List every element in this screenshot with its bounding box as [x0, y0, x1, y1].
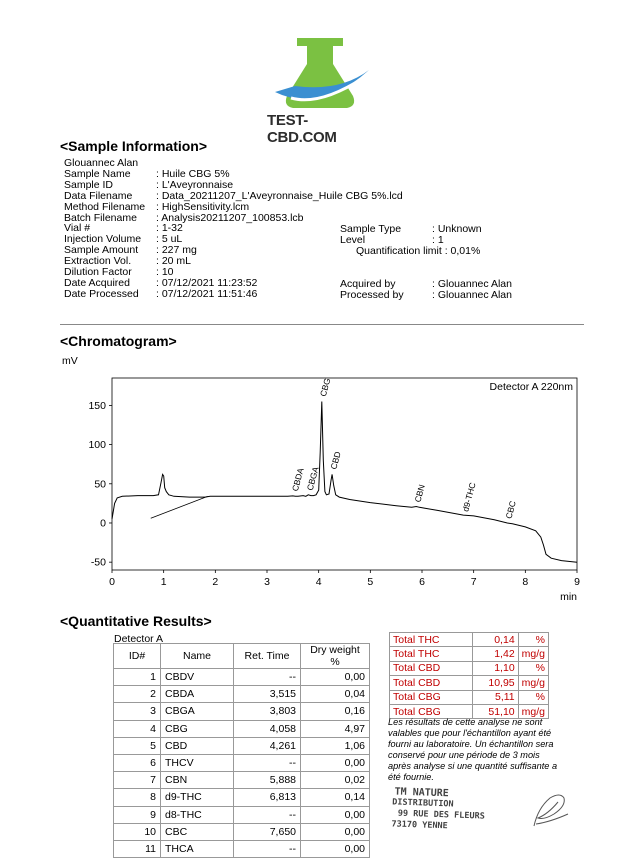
- table-row: [114, 823, 370, 840]
- y-tick-label: 150: [88, 399, 106, 412]
- sample-field-value: : 1-32: [156, 222, 183, 235]
- detector-label: Detector A: [114, 633, 164, 645]
- cell-dry-weight: 0,00: [301, 823, 370, 840]
- col-id: ID#: [114, 644, 161, 669]
- totals-row: [390, 676, 549, 690]
- sample-field-value: : 10: [156, 266, 174, 279]
- sample-field-label: Data Filename: [64, 189, 133, 202]
- x-tick-label: 6: [419, 576, 425, 588]
- stamp-line: 73170 YENNE: [391, 819, 448, 832]
- cell-name: CBG: [161, 720, 234, 737]
- y-tick-label: 100: [88, 439, 106, 452]
- plot-frame: [112, 378, 577, 570]
- cell-ret-time: --: [234, 840, 301, 857]
- sample-field-value: : Data_20211207_L'Aveyronnaise_Huile CBG 5%.lcd: [156, 189, 403, 202]
- total-unit: mg/g: [518, 704, 548, 718]
- cell-id: 10: [114, 823, 161, 840]
- cell-name: CBC: [161, 823, 234, 840]
- cell-id: 9: [114, 806, 161, 823]
- table-row: [114, 754, 370, 771]
- totals-table: [389, 632, 549, 719]
- cell-dry-weight: 0,04: [301, 686, 370, 703]
- level-label: Level: [340, 234, 366, 246]
- cell-ret-time: 4,058: [234, 720, 301, 737]
- totals-row: [390, 661, 549, 675]
- cell-name: CBN: [161, 772, 234, 789]
- peak-label: CBC: [503, 499, 518, 520]
- total-label: Total CBD: [390, 661, 473, 675]
- cell-id: 5: [114, 737, 161, 754]
- table-row: [114, 789, 370, 806]
- cell-dry-weight: 0,02: [301, 772, 370, 789]
- x-tick-label: 3: [264, 576, 270, 588]
- cell-id: 4: [114, 720, 161, 737]
- cell-id: 1: [114, 669, 161, 686]
- sample-field-label: Extraction Vol.: [64, 255, 132, 268]
- x-tick-label: 8: [522, 576, 529, 588]
- operator-name: Glouannec Alan: [64, 157, 139, 169]
- cell-dry-weight: 0,00: [301, 806, 370, 823]
- cell-id: 7: [114, 772, 161, 789]
- total-value: 0,14: [472, 633, 518, 647]
- sample-field-label: Dilution Factor: [64, 266, 132, 279]
- sample-field-label: Sample Name: [64, 168, 131, 180]
- x-tick-label: 2: [212, 576, 219, 588]
- total-unit: %: [518, 661, 548, 675]
- totals-row: [390, 647, 549, 661]
- cell-dry-weight: 4,97: [301, 720, 370, 737]
- sample-field-label: Method Filename: [64, 200, 146, 213]
- cell-name: CBDV: [161, 669, 234, 686]
- stamp-line: TM NATURE: [394, 786, 449, 800]
- totals-row: [390, 690, 549, 704]
- cell-id: 11: [114, 840, 161, 857]
- total-value: 1,42: [472, 647, 518, 661]
- cell-id: 2: [114, 686, 161, 703]
- sample-field-label: Sample ID: [64, 178, 114, 191]
- cell-dry-weight: 1,06: [301, 737, 370, 754]
- peak-label: CBGA: [304, 465, 321, 492]
- signature-icon: [528, 788, 572, 830]
- chart-legend: Detector A 220nm: [489, 381, 573, 393]
- sample-info-title: <Sample Information>: [60, 138, 208, 154]
- peak-label: CBDA: [289, 466, 306, 493]
- totals-row: [390, 633, 549, 647]
- sample-field-value: : Analysis20211207_100853.lcb: [156, 211, 304, 224]
- table-row: [114, 686, 370, 703]
- sample-field-label: Vial #: [64, 222, 91, 235]
- cell-ret-time: 3,515: [234, 686, 301, 703]
- x-axis-label: min: [560, 591, 577, 603]
- x-tick-label: 5: [367, 576, 374, 588]
- y-tick-label: -50: [90, 556, 106, 569]
- company-stamp: [391, 786, 485, 833]
- sample-field-label: Batch Filename: [64, 211, 137, 224]
- total-unit: mg/g: [518, 647, 548, 661]
- x-tick-label: 9: [574, 576, 580, 588]
- cell-name: d8-THC: [161, 806, 234, 823]
- cell-name: THCA: [161, 840, 234, 857]
- table-row: [114, 720, 370, 737]
- sample-field-label: Date Processed: [64, 287, 139, 300]
- sample-field-value: : 07/12/2021 11:23:52: [156, 276, 258, 289]
- y-tick-label: 0: [100, 517, 106, 530]
- flask-logo-icon: [265, 34, 375, 114]
- sample-field-value: : L'Aveyronnaise: [156, 178, 234, 191]
- quant-limit: Quantification limit : 0,01%: [356, 245, 481, 257]
- sample-field-value: : 5 uL: [156, 233, 183, 246]
- sample-field-value: : Huile CBG 5%: [156, 168, 230, 180]
- total-unit: %: [518, 690, 548, 704]
- sample-field-label: Date Acquired: [64, 276, 130, 289]
- stamp-line: DISTRIBUTION: [392, 797, 454, 810]
- cell-name: THCV: [161, 754, 234, 771]
- cell-ret-time: 3,803: [234, 703, 301, 720]
- chromatogram-chart: [80, 370, 600, 615]
- results-header-row: [114, 644, 370, 669]
- cell-dry-weight: 0,16: [301, 703, 370, 720]
- cell-ret-time: 5,888: [234, 772, 301, 789]
- total-unit: mg/g: [518, 676, 548, 690]
- cell-ret-time: 6,813: [234, 789, 301, 806]
- sample-field-label: Sample Amount: [64, 244, 139, 257]
- cell-id: 6: [114, 754, 161, 771]
- cell-ret-time: 7,650: [234, 823, 301, 840]
- cell-name: CBGA: [161, 703, 234, 720]
- cell-name: CBDA: [161, 686, 234, 703]
- table-row: [114, 840, 370, 857]
- col-dry-weight: Dry weight %: [301, 644, 370, 669]
- total-label: Total THC: [390, 633, 473, 647]
- level-value: : 1: [432, 234, 444, 246]
- total-unit: %: [518, 633, 548, 647]
- peak-label: CBD: [328, 450, 343, 471]
- processed-label: Processed by: [340, 289, 404, 301]
- cell-name: CBD: [161, 737, 234, 754]
- acquired-value: : Glouannec Alan: [432, 278, 512, 290]
- x-tick-label: 4: [315, 576, 322, 588]
- logo-text: TEST-CBD.COM: [267, 112, 337, 146]
- total-label: Total CBG: [390, 690, 473, 704]
- cell-ret-time: --: [234, 754, 301, 771]
- x-tick-label: 0: [109, 576, 115, 588]
- stamp-line: 99 RUE DES FLEURS: [397, 808, 485, 822]
- logo: [265, 34, 375, 146]
- table-row: [114, 806, 370, 823]
- divider: [60, 324, 584, 325]
- table-row: [114, 703, 370, 720]
- results-title: <Quantitative Results>: [60, 613, 212, 629]
- cell-name: d9-THC: [161, 789, 234, 806]
- peak-label: CBN: [412, 483, 427, 504]
- cell-ret-time: --: [234, 806, 301, 823]
- peak-label: CBG: [317, 377, 333, 398]
- total-value: 51,10: [472, 704, 518, 718]
- sample-field-value: : 20 mL: [156, 255, 192, 268]
- total-value: 5,11: [472, 690, 518, 704]
- peak-label: d9-THC: [460, 481, 478, 513]
- sample-field-row: [64, 213, 404, 224]
- col-ret-time: Ret. Time: [234, 644, 301, 669]
- processed-value: : Glouannec Alan: [432, 289, 512, 301]
- acquired-label: Acquired by: [340, 278, 396, 290]
- cell-id: 3: [114, 703, 161, 720]
- x-tick-label: 7: [470, 576, 477, 588]
- col-name: Name: [161, 644, 234, 669]
- total-label: Total CBD: [390, 676, 473, 690]
- table-row: [114, 772, 370, 789]
- cell-dry-weight: 0,00: [301, 840, 370, 857]
- cell-id: 8: [114, 789, 161, 806]
- sample-type-label: Sample Type: [340, 223, 402, 235]
- results-table: [113, 643, 370, 858]
- table-row: [114, 669, 370, 686]
- x-tick-label: 1: [160, 576, 167, 588]
- chromatogram-title: <Chromatogram>: [60, 333, 177, 349]
- cell-dry-weight: 0,00: [301, 754, 370, 771]
- integration-baseline: [151, 496, 208, 518]
- disclaimer-note: Les résultats de cette analyse ne sont valables que pour l'échantillon ayant été fourni au laboratoire. Un échantillon sera conservé pour une période de 3 mois après analyse si une quantité suffisante a été fournie.: [388, 717, 558, 782]
- cell-dry-weight: 0,00: [301, 669, 370, 686]
- y-axis-unit: mV: [62, 355, 78, 367]
- cell-ret-time: 4,261: [234, 737, 301, 754]
- total-value: 1,10: [472, 661, 518, 675]
- total-label: Total THC: [390, 647, 473, 661]
- sample-field-value: : 227 mg: [156, 244, 197, 257]
- sample-field-value: : HighSensitivity.lcm: [156, 200, 250, 213]
- table-row: [114, 737, 370, 754]
- sample-field-value: : 07/12/2021 11:51:46: [156, 287, 258, 300]
- total-label: Total CBG: [390, 704, 473, 718]
- sample-field-row: [64, 169, 404, 180]
- y-tick-label: 50: [94, 478, 106, 491]
- sample-type-value: : Unknown: [432, 223, 482, 235]
- chromatogram-line: [112, 402, 577, 563]
- sample-field-label: Injection Volume: [64, 233, 142, 246]
- cell-dry-weight: 0,14: [301, 789, 370, 806]
- total-value: 10,95: [472, 676, 518, 690]
- cell-ret-time: --: [234, 669, 301, 686]
